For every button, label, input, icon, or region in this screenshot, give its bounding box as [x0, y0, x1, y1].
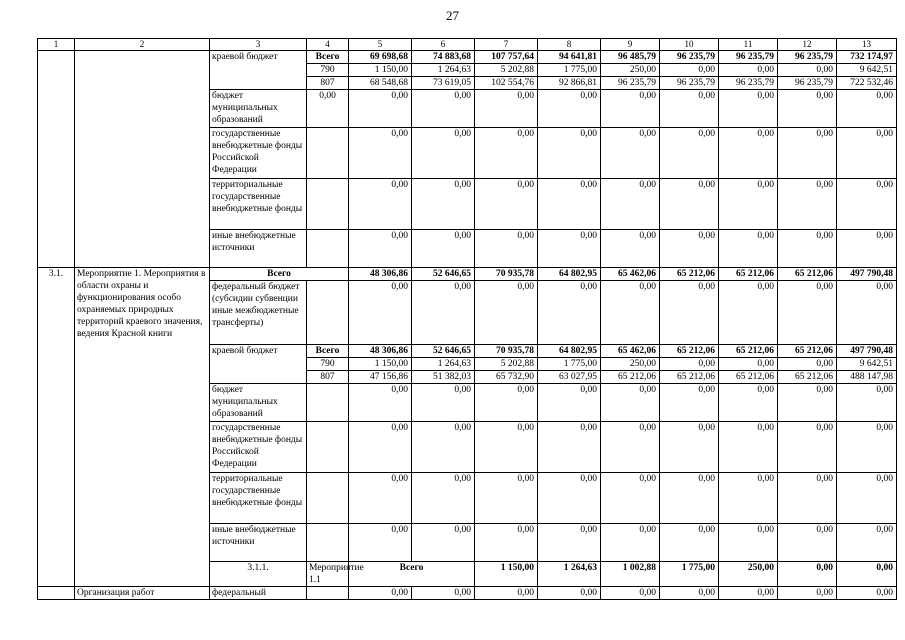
value-cell: 70 935,78 — [475, 268, 538, 281]
kbk-cell — [307, 422, 349, 473]
value-cell: 497 790,48 — [837, 345, 897, 358]
value-cell: 0,00 — [778, 128, 837, 179]
kbk-cell: 807 — [307, 371, 349, 384]
value-cell: 65 212,06 — [719, 345, 778, 358]
value-cell: 0,00 — [660, 587, 719, 600]
column-header: 2 — [75, 39, 210, 51]
kbk-cell: Всего — [307, 345, 349, 358]
value-cell: 0,00 — [660, 473, 719, 524]
value-cell: 0,00 — [719, 281, 778, 345]
value-cell: 0,00 — [837, 422, 897, 473]
source-cell: территориальные государственные внебюджетные фонды — [210, 473, 307, 524]
value-cell: 0,00 — [778, 587, 837, 600]
item-name: Мероприятие 1. Мероприятия в области охраны и функционирования особо охраняемых природных территорий краевого значения, ведения Красной книги — [75, 268, 210, 587]
value-cell: 0,00 — [475, 524, 538, 562]
value-cell: 0,00 — [475, 128, 538, 179]
value-cell: 52 646,65 — [412, 345, 475, 358]
kbk-cell — [307, 587, 349, 600]
value-cell: 0,00 — [778, 422, 837, 473]
value-cell: 0,00 — [837, 473, 897, 524]
value-cell: 0,00 — [349, 128, 412, 179]
value-cell: 0,00 — [475, 384, 538, 422]
source-cell: краевой бюджет — [210, 51, 307, 90]
value-cell: 48 306,86 — [349, 345, 412, 358]
value-cell: 0,00 — [538, 524, 601, 562]
value-cell: 0,00 — [719, 358, 778, 371]
value-cell: 0,00 — [349, 230, 412, 268]
value-cell: 0,00 — [412, 587, 475, 600]
value-cell: 65 212,06 — [778, 371, 837, 384]
value-cell: 47 156,86 — [349, 371, 412, 384]
source-cell: государственные внебюджетные фонды Российской Федерации — [210, 128, 307, 179]
kbk-cell — [307, 179, 349, 230]
value-cell: 0,00 — [837, 90, 897, 128]
value-cell: 0,00 — [660, 422, 719, 473]
column-header: 1 — [38, 39, 75, 51]
source-cell: иные внебюджетные источники — [210, 524, 307, 562]
value-cell: 0,00 — [778, 179, 837, 230]
value-cell: 0,00 — [719, 384, 778, 422]
value-cell: 65 212,06 — [660, 371, 719, 384]
value-cell: 65 212,06 — [660, 345, 719, 358]
item-name: Организация работ — [75, 587, 210, 600]
value-cell: 51 382,03 — [412, 371, 475, 384]
value-cell: 48 306,86 — [349, 268, 412, 281]
value-cell: 0,00 — [412, 128, 475, 179]
value-cell: 0,00 — [475, 422, 538, 473]
value-cell: 96 235,79 — [719, 51, 778, 64]
kbk-cell: 807 — [307, 77, 349, 90]
value-cell: 65 212,06 — [660, 268, 719, 281]
value-cell: 0,00 — [349, 473, 412, 524]
value-cell: 1 264,63 — [538, 562, 601, 587]
value-cell: 64 802,95 — [538, 345, 601, 358]
value-cell: 250,00 — [601, 64, 660, 77]
value-cell: 5 202,88 — [475, 358, 538, 371]
source-cell: бюджет муниципальных образований — [210, 90, 307, 128]
value-cell: 1 264,63 — [412, 358, 475, 371]
value-cell: 0,00 — [719, 524, 778, 562]
value-cell: 65 732,90 — [475, 371, 538, 384]
value-cell: 0,00 — [601, 524, 660, 562]
column-header: 9 — [601, 39, 660, 51]
value-cell: 732 174,97 — [837, 51, 897, 64]
value-cell: 0,00 — [601, 90, 660, 128]
value-cell: 65 212,06 — [719, 371, 778, 384]
column-header: 8 — [538, 39, 601, 51]
value-cell: 0,00 — [778, 473, 837, 524]
value-cell: 0,00 — [719, 64, 778, 77]
value-cell: 0,00 — [412, 90, 475, 128]
value-cell: 0,00 — [601, 473, 660, 524]
value-cell: 65 212,06 — [719, 268, 778, 281]
value-cell: 0,00 — [601, 422, 660, 473]
value-cell: 0,00 — [601, 587, 660, 600]
value-cell: 0,00 — [660, 90, 719, 128]
value-cell: 0,00 — [660, 384, 719, 422]
value-cell: 0,00 — [475, 90, 538, 128]
source-cell: федеральный бюджет (субсидии субвенции иные межбюджетные трансферты) — [210, 281, 307, 345]
value-cell: 0,00 — [601, 384, 660, 422]
value-cell: 102 554,76 — [475, 77, 538, 90]
value-cell: 96 235,79 — [778, 51, 837, 64]
value-cell: 1 002,88 — [601, 562, 660, 587]
value-cell: 65 212,06 — [601, 371, 660, 384]
value-cell: 92 866,81 — [538, 77, 601, 90]
source-cell: бюджет муниципальных образований — [210, 384, 307, 422]
value-cell: 488 147,98 — [837, 371, 897, 384]
value-cell: 0,00 — [837, 587, 897, 600]
value-cell: 96 235,79 — [778, 77, 837, 90]
value-cell: 0,00 — [837, 562, 897, 587]
value-cell: 250,00 — [601, 358, 660, 371]
value-cell: 0,00 — [412, 384, 475, 422]
value-cell: 65 462,06 — [601, 345, 660, 358]
value-cell: 0,00 — [778, 90, 837, 128]
kbk-cell — [307, 230, 349, 268]
value-cell: 0,00 — [837, 524, 897, 562]
value-cell: 0,00 — [837, 384, 897, 422]
value-cell: 9 642,51 — [837, 358, 897, 371]
value-cell: 63 027,95 — [538, 371, 601, 384]
value-cell: 0,00 — [778, 524, 837, 562]
column-header: 5 — [349, 39, 412, 51]
value-cell: 0,00 — [719, 179, 778, 230]
value-cell: 0,00 — [538, 422, 601, 473]
value-cell: 0,00 — [837, 179, 897, 230]
value-cell: 0,00 — [412, 281, 475, 345]
value-cell: 0,00 — [660, 281, 719, 345]
value-cell: 0,00 — [412, 422, 475, 473]
value-cell: 0,00 — [660, 358, 719, 371]
table-row — [38, 587, 897, 600]
value-cell: 74 883,68 — [412, 51, 475, 64]
value-cell: 0,00 — [475, 587, 538, 600]
item-code: 3.1. — [38, 268, 75, 587]
value-cell: 68 548,68 — [349, 77, 412, 90]
value-cell: 0,00 — [475, 473, 538, 524]
value-cell: 0,00 — [349, 422, 412, 473]
value-cell: 0,00 — [719, 473, 778, 524]
value-cell: 73 619,05 — [412, 77, 475, 90]
kbk-cell — [307, 128, 349, 179]
value-cell: 0,00 — [601, 128, 660, 179]
value-cell: 1 775,00 — [660, 562, 719, 587]
value-cell: 0,00 — [349, 587, 412, 600]
column-header: 4 — [307, 39, 349, 51]
value-cell: 69 698,68 — [349, 51, 412, 64]
value-cell: 1 150,00 — [475, 562, 538, 587]
value-cell: 0,00 — [538, 90, 601, 128]
value-cell: 0,00 — [660, 230, 719, 268]
value-cell: 0,00 — [601, 230, 660, 268]
value-cell: 0,00 — [837, 128, 897, 179]
value-cell: 96 235,79 — [660, 77, 719, 90]
column-header: 6 — [412, 39, 475, 51]
value-cell: 0,00 — [349, 524, 412, 562]
value-cell: 94 641,81 — [538, 51, 601, 64]
column-header: 11 — [719, 39, 778, 51]
value-cell: 0,00 — [349, 179, 412, 230]
column-header: 7 — [475, 39, 538, 51]
value-cell: 497 790,48 — [837, 268, 897, 281]
value-cell: 0,00 — [601, 179, 660, 230]
value-cell: 0,00 — [538, 281, 601, 345]
source-cell: территориальные государственные внебюджетные фонды — [210, 179, 307, 230]
value-cell: 0,00 — [778, 562, 837, 587]
value-cell: 0,00 — [660, 128, 719, 179]
total-label: Всего — [210, 268, 349, 281]
item-name: Мероприятие 1.1 — [307, 562, 349, 587]
value-cell: 9 642,51 — [837, 64, 897, 77]
value-cell: 0,00 — [837, 281, 897, 345]
value-cell: 722 532,46 — [837, 77, 897, 90]
item-code: 3.1.1. — [210, 562, 307, 587]
value-cell: 5 202,88 — [475, 64, 538, 77]
budget-table — [37, 38, 897, 600]
value-cell: 0,00 — [412, 473, 475, 524]
column-header: 12 — [778, 39, 837, 51]
table-row — [38, 268, 897, 281]
value-cell: 52 646,65 — [412, 268, 475, 281]
value-cell: 1 150,00 — [349, 358, 412, 371]
value-cell: 0,00 — [538, 384, 601, 422]
value-cell: 0,00 — [538, 587, 601, 600]
source-cell: краевой бюджет — [210, 345, 307, 384]
source-cell: государственные внебюджетные фонды Российской Федерации — [210, 422, 307, 473]
table-body — [38, 39, 897, 600]
value-cell: 0,00 — [778, 358, 837, 371]
value-cell: 0,00 — [778, 64, 837, 77]
value-cell: 96 235,79 — [719, 77, 778, 90]
value-cell: 0,00 — [475, 281, 538, 345]
column-header: 13 — [837, 39, 897, 51]
total-label: Всего — [349, 562, 475, 587]
kbk-cell — [307, 281, 349, 345]
value-cell: 0,00 — [778, 384, 837, 422]
value-cell: 0,00 — [719, 230, 778, 268]
column-header: 10 — [660, 39, 719, 51]
value-cell: 0,00 — [538, 128, 601, 179]
value-cell: 250,00 — [719, 562, 778, 587]
value-cell: 0,00 — [349, 90, 412, 128]
code-cell — [38, 51, 75, 268]
value-cell: 0,00 — [719, 422, 778, 473]
column-header: 3 — [210, 39, 307, 51]
source-cell: иные внебюджетные источники — [210, 230, 307, 268]
page-number: 27 — [446, 8, 459, 23]
value-cell: 0,00 — [349, 384, 412, 422]
value-cell: 107 757,64 — [475, 51, 538, 64]
value-cell: 1 150,00 — [349, 64, 412, 77]
value-cell: 96 235,79 — [601, 77, 660, 90]
code-cell — [38, 587, 75, 600]
name-cell — [75, 51, 210, 268]
value-cell: 0,00 — [412, 230, 475, 268]
value-cell: 96 235,79 — [660, 51, 719, 64]
value-cell: 1 264,63 — [412, 64, 475, 77]
value-cell: 0,00 — [601, 281, 660, 345]
value-cell: 0,00 — [778, 230, 837, 268]
kbk-cell: 790 — [307, 358, 349, 371]
value-cell: 0,00 — [538, 230, 601, 268]
value-cell: 0,00 — [660, 64, 719, 77]
header-row — [38, 39, 897, 51]
value-cell: 0,00 — [719, 587, 778, 600]
value-cell: 70 935,78 — [475, 345, 538, 358]
table-row — [38, 51, 897, 64]
value-cell: 0,00 — [349, 281, 412, 345]
value-cell: 65 212,06 — [778, 345, 837, 358]
kbk-cell: 0,00 — [307, 90, 349, 128]
source-cell: федеральный — [210, 587, 307, 600]
kbk-cell: Всего — [307, 51, 349, 64]
value-cell: 0,00 — [660, 524, 719, 562]
value-cell: 0,00 — [538, 179, 601, 230]
value-cell: 0,00 — [719, 90, 778, 128]
value-cell: 65 212,06 — [778, 268, 837, 281]
value-cell: 96 485,79 — [601, 51, 660, 64]
value-cell: 1 775,00 — [538, 64, 601, 77]
value-cell: 0,00 — [412, 524, 475, 562]
kbk-cell — [307, 524, 349, 562]
value-cell: 0,00 — [538, 473, 601, 524]
kbk-cell — [307, 473, 349, 524]
value-cell: 0,00 — [719, 128, 778, 179]
value-cell: 0,00 — [837, 230, 897, 268]
kbk-cell: 790 — [307, 64, 349, 77]
kbk-cell — [307, 384, 349, 422]
value-cell: 65 462,06 — [601, 268, 660, 281]
value-cell: 0,00 — [475, 230, 538, 268]
value-cell: 0,00 — [412, 179, 475, 230]
value-cell: 0,00 — [660, 179, 719, 230]
value-cell: 0,00 — [475, 179, 538, 230]
value-cell: 0,00 — [778, 281, 837, 345]
value-cell: 64 802,95 — [538, 268, 601, 281]
value-cell: 1 775,00 — [538, 358, 601, 371]
